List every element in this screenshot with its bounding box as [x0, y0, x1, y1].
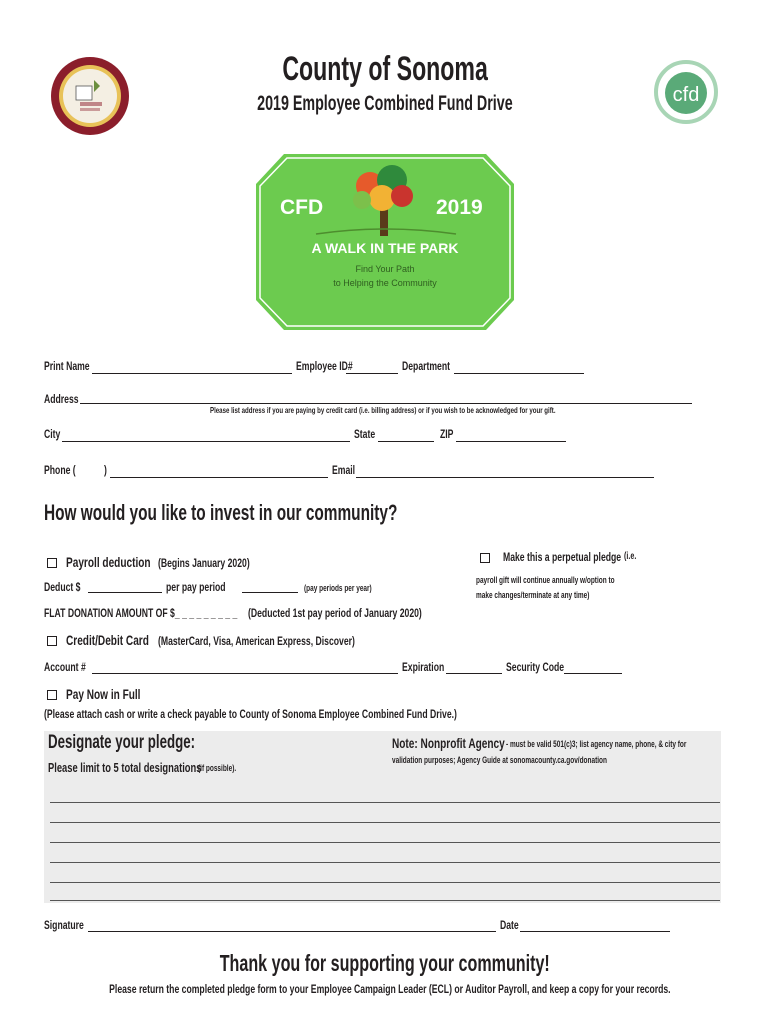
- deduct-amount-field[interactable]: [88, 592, 162, 593]
- credit-card-checkbox[interactable]: [47, 636, 57, 646]
- pay-now-checkbox[interactable]: [47, 690, 57, 700]
- per-pay-period-label: per pay period: [166, 580, 226, 594]
- phone-field[interactable]: [110, 477, 328, 478]
- badge-theme: A WALK IN THE PARK: [311, 240, 459, 256]
- state-field[interactable]: [378, 441, 434, 442]
- perpetual-note-1: payroll gift will continue annually w/option to: [476, 575, 615, 585]
- designation-line-5[interactable]: [50, 882, 720, 883]
- payroll-deduction-note: (Begins January 2020): [158, 556, 250, 570]
- designation-line-4[interactable]: [50, 862, 720, 863]
- flat-donation-note: (Deducted 1st pay period of January 2020): [248, 606, 422, 620]
- designation-line-6[interactable]: [50, 900, 720, 901]
- thank-you-message: Thank you for supporting your community!: [219, 950, 551, 976]
- designate-limit-note: (if possible).: [198, 763, 237, 773]
- deduct-label: Deduct $: [44, 580, 81, 594]
- cfd-logo: [654, 60, 718, 124]
- badge-tagline-2: to Helping the Community: [333, 278, 437, 288]
- pay-now-label: Pay Now in Full: [66, 686, 141, 702]
- badge-tagline-1: Find Your Path: [355, 264, 415, 274]
- phone-close-paren: ): [104, 463, 107, 477]
- perpetual-pledge-ie: (i.e.: [624, 551, 637, 562]
- badge-year-label: 2019: [436, 196, 483, 219]
- employee-id-field[interactable]: [346, 373, 398, 374]
- employee-id-label: Employee ID#: [296, 359, 353, 373]
- expiration-label: Expiration: [402, 660, 445, 674]
- email-field[interactable]: [356, 477, 654, 478]
- nonprofit-note-heading: Note: Nonprofit Agency: [392, 735, 505, 751]
- perpetual-pledge-checkbox[interactable]: [480, 553, 490, 563]
- security-code-field[interactable]: [564, 673, 622, 674]
- invest-heading: How would you like to invest in our community?: [44, 500, 398, 525]
- pay-periods-field[interactable]: [242, 592, 298, 593]
- nonprofit-note-1: - must be valid 501(c)3; list agency name, phone, & city for: [506, 739, 687, 749]
- designation-panel: [44, 731, 721, 903]
- expiration-field[interactable]: [446, 673, 502, 674]
- zip-label: ZIP: [440, 427, 454, 441]
- zip-field[interactable]: [456, 441, 566, 442]
- city-label: City: [44, 427, 61, 441]
- signature-field[interactable]: [88, 931, 496, 932]
- flat-donation-label: FLAT DONATION AMOUNT OF $_ _ _ _ _ _ _ _ _: [44, 606, 238, 620]
- badge-cfd-label: CFD: [280, 196, 324, 219]
- department-label: Department: [402, 359, 451, 373]
- security-code-label: Security Code: [506, 660, 565, 674]
- credit-card-label: Credit/Debit Card: [66, 632, 149, 648]
- email-label: Email: [332, 463, 356, 477]
- address-note: Please list address if you are paying by credit card (i.e. billing address) or if you wish to be acknowledged for your gift.: [210, 405, 556, 415]
- page-title: County of Sonoma: [282, 50, 488, 88]
- designate-limit: Please limit to 5 total designations: [48, 760, 202, 775]
- address-label: Address: [44, 392, 79, 406]
- page-subtitle: 2019 Employee Combined Fund Drive: [257, 92, 513, 115]
- print-name-label: Print Name: [44, 359, 90, 373]
- nonprofit-note-2: validation purposes; Agency Guide at sonomacounty.ca.gov/donation: [392, 755, 607, 765]
- pay-now-note: (Please attach cash or write a check payable to County of Sonoma Employee Combined Fund Drive.): [44, 707, 457, 721]
- city-field[interactable]: [62, 441, 350, 442]
- svg-text:cfd: cfd: [672, 84, 700, 106]
- phone-label: Phone (: [44, 463, 76, 477]
- address-field[interactable]: [80, 403, 692, 404]
- payroll-deduction-label: Payroll deduction: [66, 554, 151, 570]
- return-instructions: Please return the completed pledge form to your Employee Campaign Leader (ECL) or Auditor Payroll, and keep a copy for your records.: [109, 982, 671, 996]
- date-field[interactable]: [520, 931, 670, 932]
- designation-line-3[interactable]: [50, 842, 720, 843]
- pay-periods-note: (pay periods per year): [304, 583, 372, 593]
- perpetual-pledge-label: Make this a perpetual pledge: [503, 550, 622, 564]
- designation-line-2[interactable]: [50, 822, 720, 823]
- credit-card-note: (MasterCard, Visa, American Express, Discover): [158, 634, 355, 648]
- account-field[interactable]: [92, 673, 398, 674]
- perpetual-note-2: make changes/terminate at any time): [476, 590, 590, 600]
- state-label: State: [354, 427, 376, 441]
- payroll-deduction-checkbox[interactable]: [47, 558, 57, 568]
- department-field[interactable]: [454, 373, 584, 374]
- designation-line-1[interactable]: [50, 802, 720, 803]
- date-label: Date: [500, 918, 519, 932]
- account-label: Account #: [44, 660, 86, 674]
- designate-heading: Designate your pledge:: [48, 732, 196, 753]
- print-name-field[interactable]: [92, 373, 292, 374]
- cfd-campaign-badge: [256, 154, 514, 330]
- signature-label: Signature: [44, 918, 84, 932]
